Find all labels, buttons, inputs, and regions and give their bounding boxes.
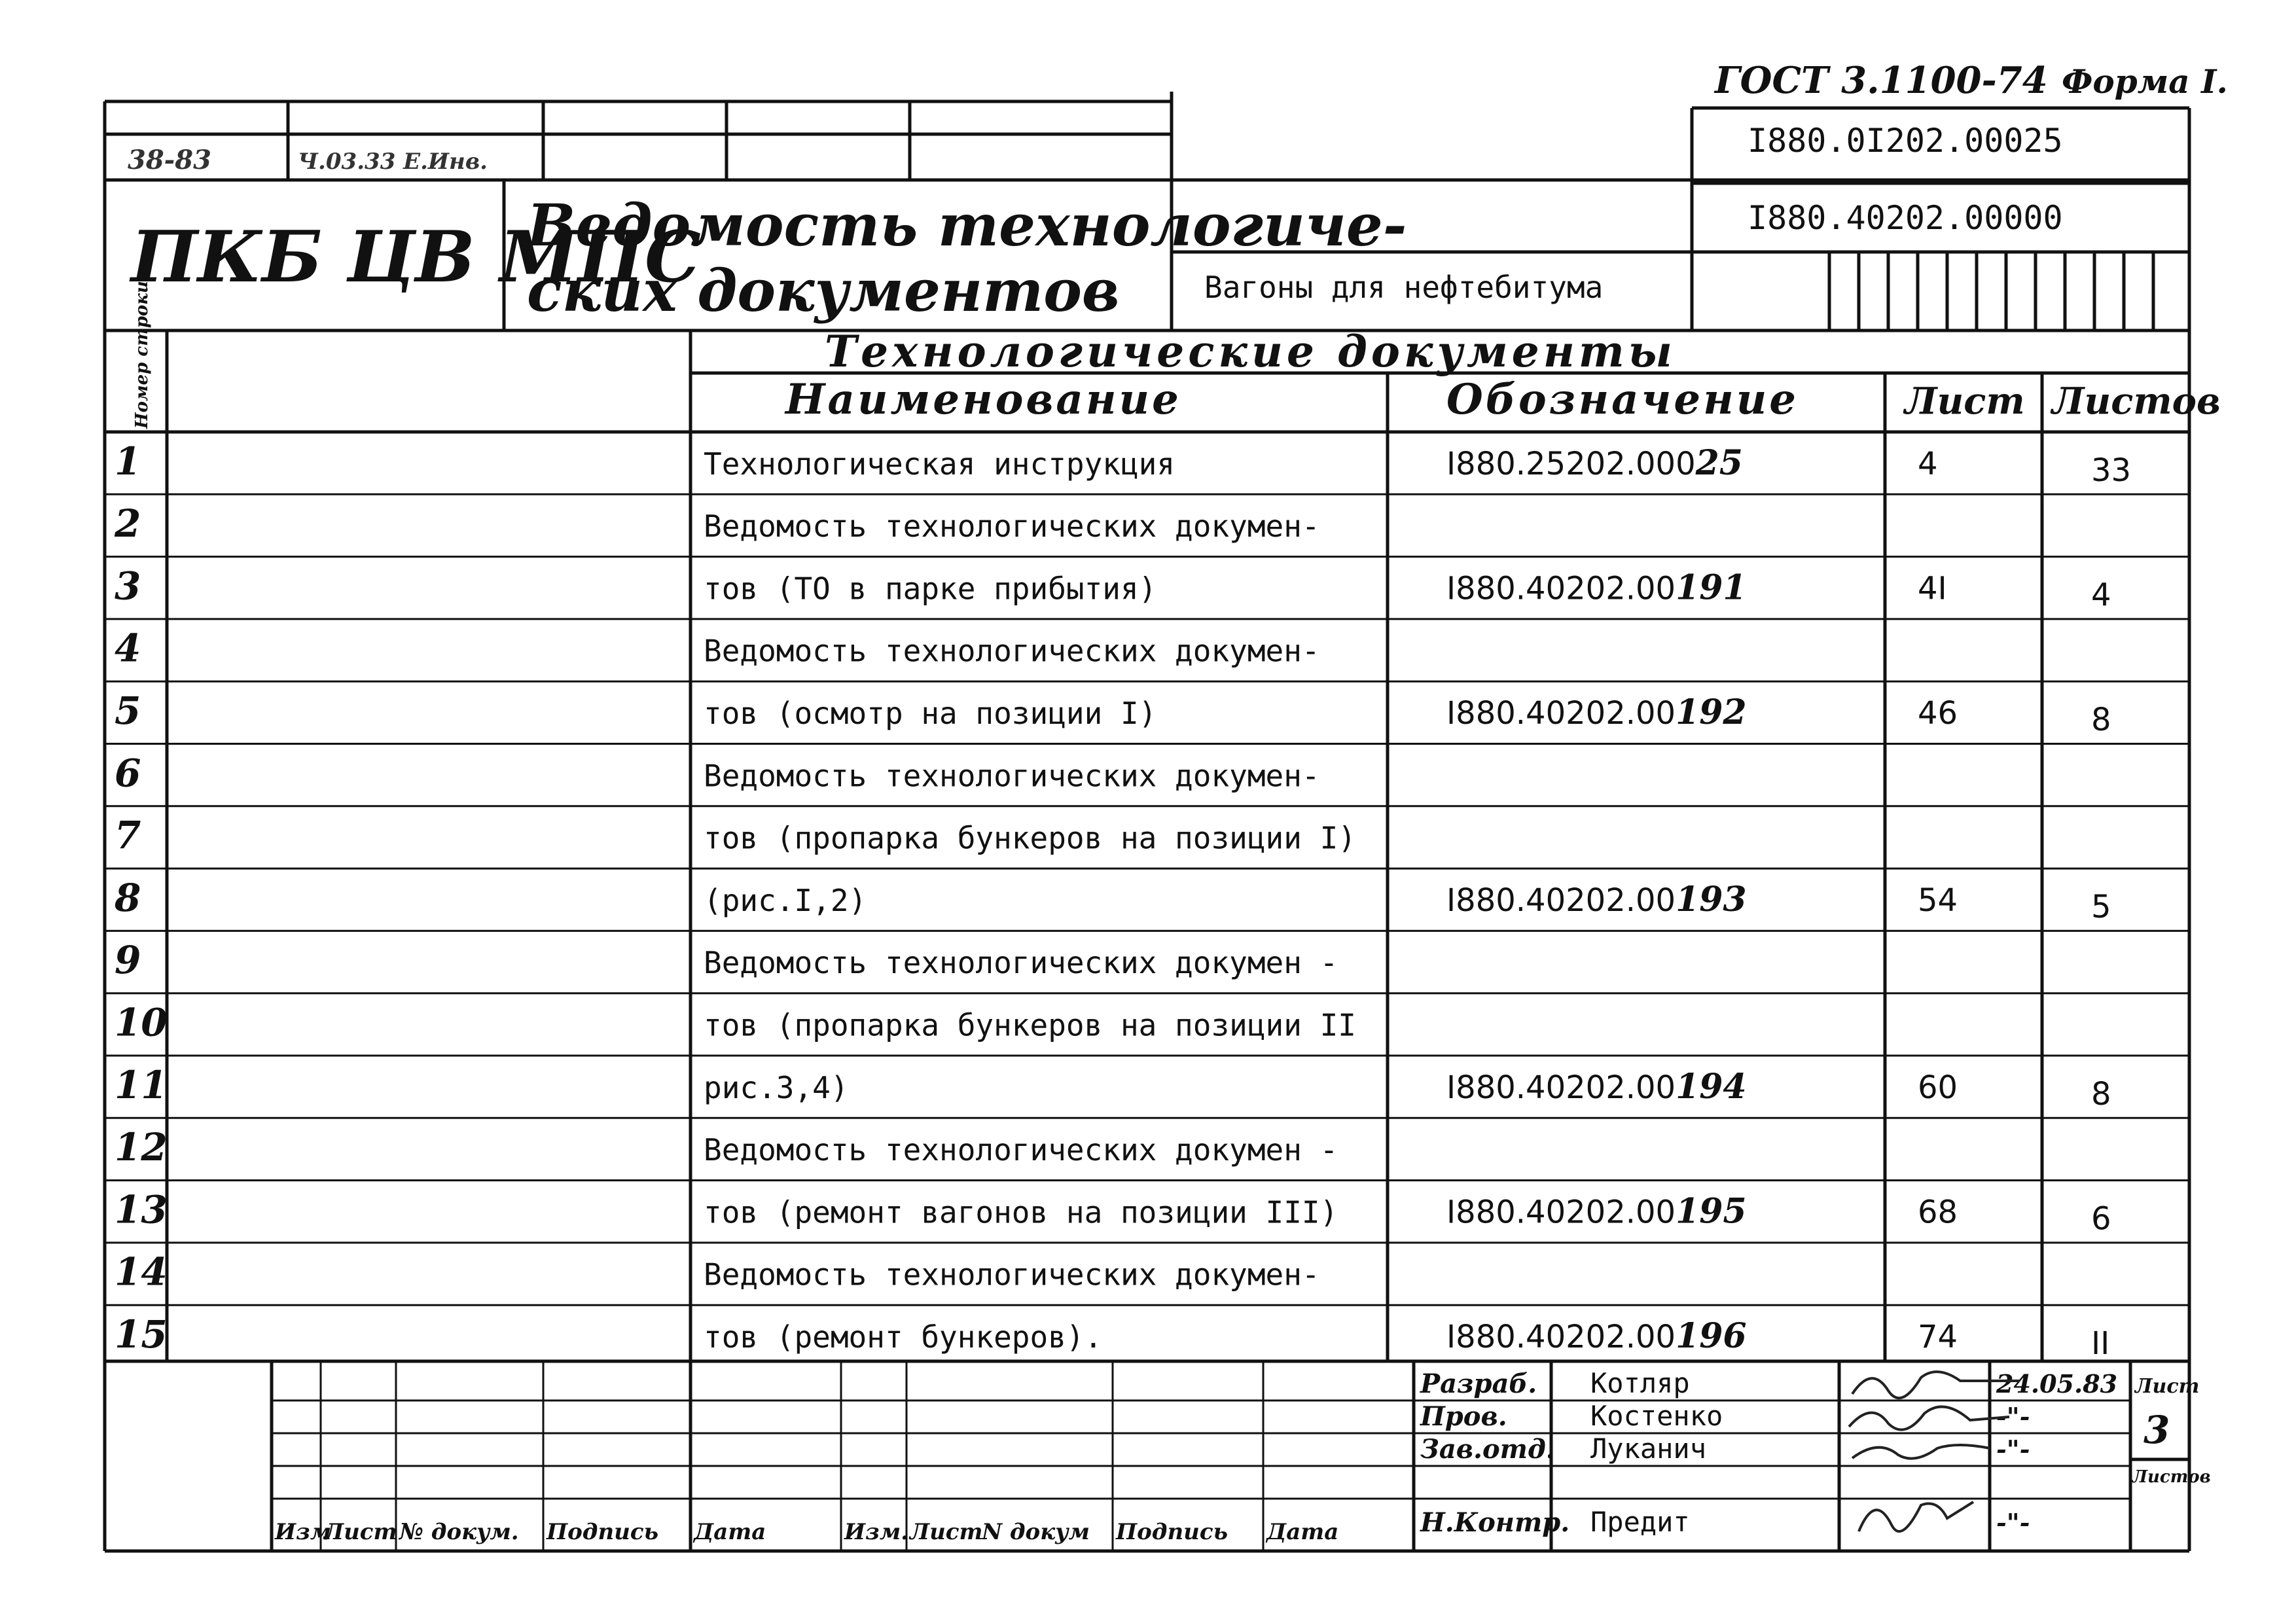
- row-number: 7: [115, 813, 141, 858]
- footer-sheet-number: 3: [2144, 1408, 2170, 1452]
- designation-printed: I880.40202.00: [1446, 1319, 1676, 1356]
- approval-date: -"-: [1996, 1508, 2030, 1537]
- row-name: тов (осмотр на позиции I): [704, 696, 1157, 732]
- row-sheet: 4: [1918, 445, 1938, 482]
- row-designation: [1446, 1191, 1747, 1231]
- designation-printed: I880.40202.00: [1446, 695, 1676, 732]
- designation-printed: I880.40202.00: [1446, 1069, 1676, 1106]
- row-sheet: 74: [1918, 1319, 1958, 1356]
- row-sheet: 54: [1918, 882, 1958, 919]
- product-name: Вагоны для нефтебитума: [1204, 270, 1604, 305]
- row-name: тов (ремонт бункеров).: [704, 1319, 1103, 1355]
- approval-name: Предит: [1590, 1506, 1690, 1538]
- row-name: тов (пропарка бункеров на позиции II: [704, 1007, 1356, 1043]
- designation-printed: I880.40202.00: [1446, 882, 1676, 919]
- row-name: Ведомость технологических докумен -: [704, 945, 1338, 981]
- approval-name: Котляр: [1590, 1367, 1690, 1399]
- row-designation: [1446, 692, 1747, 732]
- row-designation: [1446, 880, 1747, 919]
- approval-role: Пров.: [1420, 1401, 1507, 1432]
- gost-title: ГОСТ 3.1100-74: [1715, 59, 2048, 102]
- code-top: I880.0I202.00025: [1748, 122, 2063, 160]
- row-number: 14: [115, 1249, 168, 1294]
- row-name: тов (ремонт вагонов на позиции III): [704, 1194, 1338, 1230]
- approval-role: Разраб.: [1420, 1368, 1537, 1399]
- row-name: тов (ТО в парке прибытия): [704, 571, 1157, 607]
- doc-title-line1: Ведомость технологиче-: [527, 191, 1407, 259]
- row-designation: [1446, 443, 1743, 483]
- row-name: Ведомость технологических докумен-: [704, 758, 1320, 794]
- designation-handwritten: 196: [1676, 1316, 1747, 1357]
- code-second: I880.40202.00000: [1748, 199, 2063, 237]
- designation-handwritten: 192: [1676, 692, 1747, 733]
- row-name: Ведомость технологических докумен-: [704, 508, 1320, 544]
- row-sheets: 33: [2091, 452, 2132, 489]
- stamp-cell-1: 38-83: [128, 145, 211, 175]
- row-name: рис.3,4): [704, 1069, 849, 1105]
- row-number: 11: [115, 1062, 168, 1107]
- footer-column-label: Дата: [1266, 1519, 1339, 1545]
- footer-sheets-label: Листов: [2132, 1467, 2211, 1487]
- row-name: тов (пропарка бункеров на позиции I): [704, 820, 1356, 856]
- form-label: Форма I.: [2062, 62, 2228, 101]
- row-number: 13: [115, 1187, 168, 1232]
- designation-handwritten: 194: [1676, 1066, 1747, 1107]
- organization: ПКБ ЦВ МПС: [131, 216, 701, 298]
- row-sheets: 5: [2091, 888, 2111, 925]
- row-sheet: 68: [1918, 1194, 1958, 1231]
- row-designation: [1446, 567, 1747, 607]
- row-designation: [1446, 1067, 1747, 1107]
- row-number: 10: [115, 1000, 168, 1045]
- approval-role: Зав.отд.: [1420, 1434, 1555, 1465]
- footer-column-label: Подпись: [547, 1519, 659, 1545]
- row-number: 12: [115, 1125, 168, 1170]
- footer-column-label: Подпись: [1116, 1519, 1229, 1545]
- designation-printed: I880.25202.000: [1446, 445, 1696, 482]
- footer-column-label: Дата: [694, 1519, 766, 1545]
- col-sheets-header: Листов: [2052, 380, 2221, 423]
- group-header: Технологические документы: [825, 326, 1676, 377]
- row-name: Ведомость технологических докумен-: [704, 633, 1320, 669]
- designation-printed: I880.40202.00: [1446, 570, 1676, 607]
- designation-handwritten: 195: [1676, 1191, 1747, 1232]
- col-designation-header: Обозначение: [1446, 375, 1799, 424]
- row-name: Ведомость технологических докумен-: [704, 1257, 1320, 1293]
- row-sheet: 4I: [1918, 570, 1947, 607]
- footer-column-label: Лист: [324, 1519, 397, 1545]
- footer-column-label: N докум: [982, 1519, 1090, 1545]
- approval-name: Луканич: [1590, 1433, 1707, 1465]
- row-designation: [1446, 1316, 1747, 1356]
- doc-title-line2: ских документов: [527, 257, 1120, 325]
- footer-column-label: Лист: [910, 1519, 983, 1545]
- row-sheet: 60: [1918, 1069, 1958, 1106]
- designation-handwritten: 193: [1676, 879, 1747, 919]
- footer-sheet-label: Лист: [2135, 1375, 2200, 1398]
- row-number: 9: [115, 938, 141, 983]
- col-row-number-header: Номер строки: [132, 281, 152, 429]
- col-sheet-header: Лист: [1905, 380, 2025, 423]
- row-number: 1: [115, 438, 141, 484]
- row-number: 2: [115, 501, 141, 546]
- row-sheet: 46: [1918, 695, 1958, 732]
- row-name: Технологическая инструкция: [704, 446, 1175, 482]
- stamp-cell-2: Ч.03.33 Е.Инв.: [298, 149, 488, 175]
- approval-date: 24.05.83: [1996, 1369, 2118, 1399]
- approval-role: Н.Контр.: [1420, 1507, 1570, 1538]
- row-number: 8: [115, 875, 141, 920]
- row-sheets: 6: [2091, 1200, 2111, 1238]
- row-number: 5: [115, 688, 141, 734]
- approval-date: -"-: [1996, 1402, 2030, 1431]
- row-number: 4: [115, 626, 141, 671]
- row-name: (рис.I,2): [704, 882, 867, 918]
- approval-date: -"-: [1996, 1435, 2030, 1464]
- footer-column-label: Изм.: [844, 1519, 908, 1545]
- approval-name: Костенко: [1590, 1400, 1723, 1432]
- row-sheets: II: [2091, 1325, 2110, 1363]
- row-number: 3: [115, 563, 141, 609]
- footer-column-label: № докум.: [399, 1519, 519, 1545]
- designation-handwritten: 25: [1695, 442, 1743, 483]
- row-name: Ведомость технологических докумен -: [704, 1132, 1338, 1168]
- designation-handwritten: 191: [1676, 567, 1747, 608]
- row-sheets: 4: [2091, 577, 2111, 614]
- row-sheets: 8: [2091, 702, 2111, 739]
- designation-printed: I880.40202.00: [1446, 1194, 1676, 1231]
- row-sheets: 8: [2091, 1075, 2111, 1113]
- footer-column-label: Изм: [275, 1519, 332, 1545]
- row-number: 15: [115, 1312, 168, 1357]
- row-number: 6: [115, 751, 141, 796]
- col-name-header: Наименование: [785, 375, 1181, 424]
